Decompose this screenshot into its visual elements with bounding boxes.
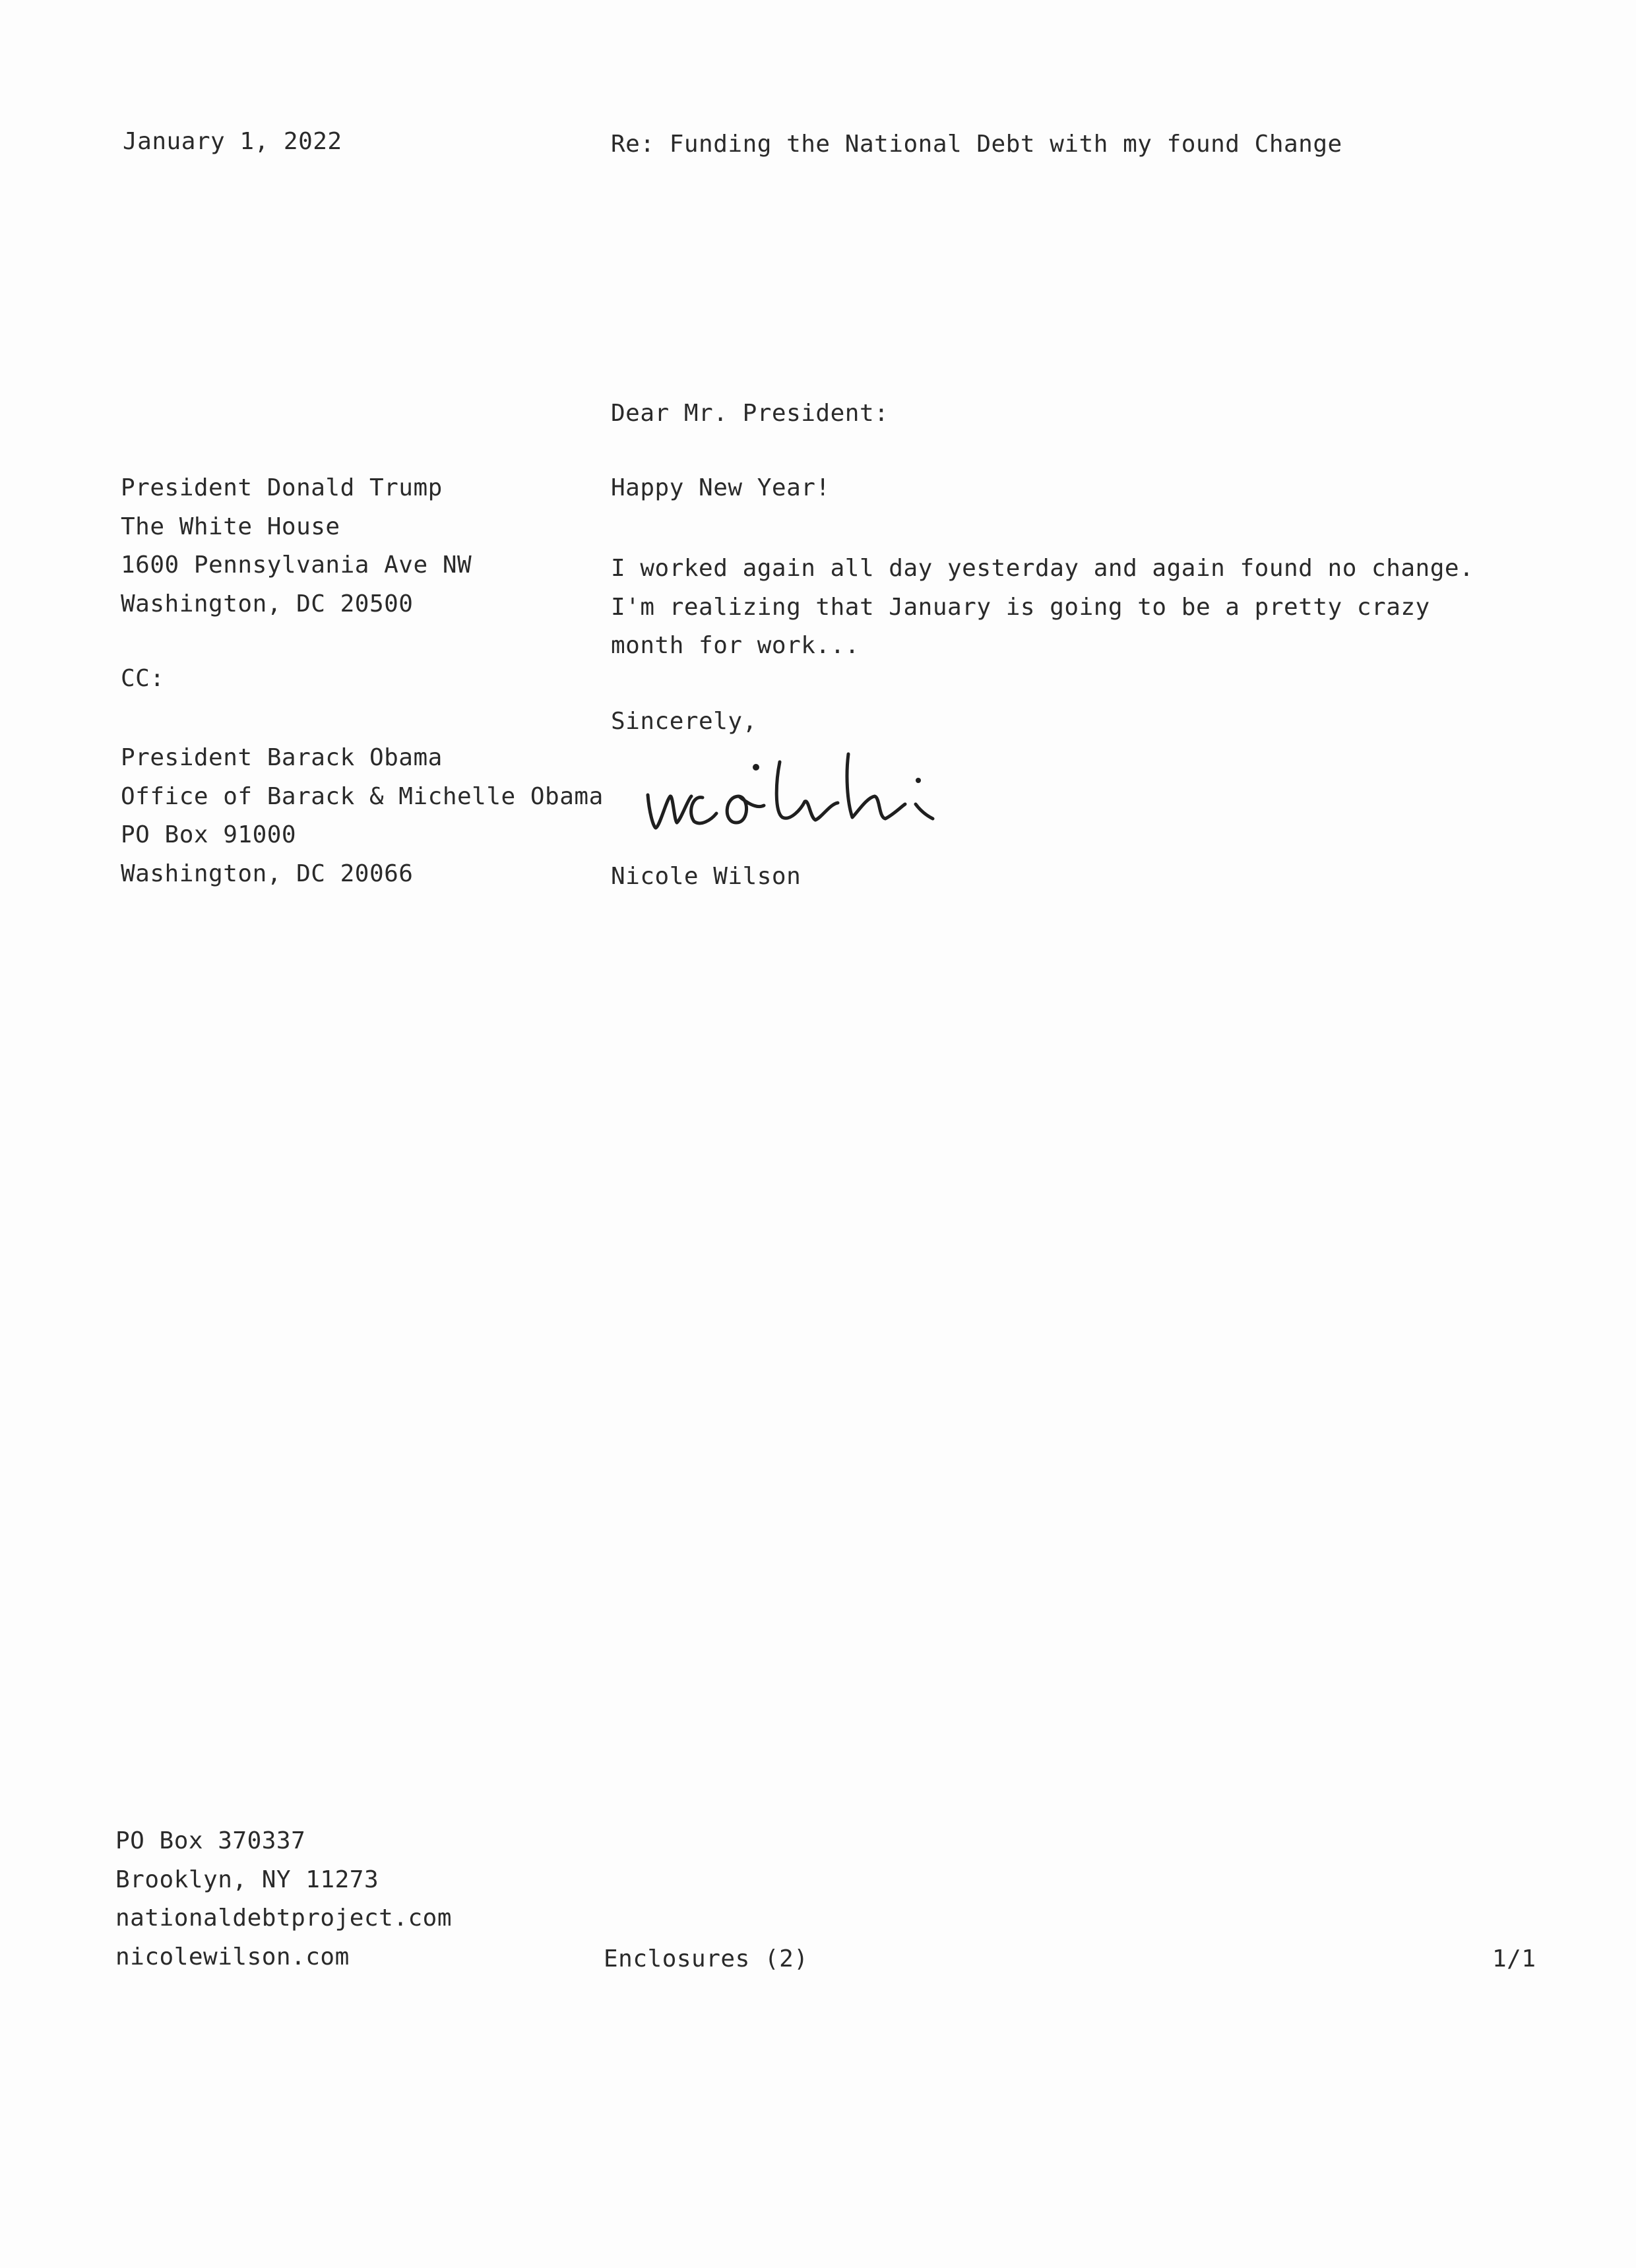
recipient-address (121, 469, 472, 623)
body-paragraph: I worked again all day yesterday and again found no change. I'm realizing that January is going to be a pretty crazy month for work... (611, 555, 1474, 659)
recipient-line: Washington, DC 20500 (121, 590, 414, 617)
letter-date: January 1, 2022 (123, 128, 342, 155)
cc-recipient-line: President Barack Obama (121, 744, 443, 771)
sender-line: Brooklyn, NY 11273 (115, 1866, 379, 1893)
salutation: Dear Mr. President: (611, 400, 889, 427)
cc-recipient-line: Office of Barack & Michelle Obama (121, 782, 604, 810)
cc-recipient-address (121, 739, 604, 893)
recipient-line: 1600 Pennsylvania Ave NW (121, 551, 472, 579)
sender-address (115, 1822, 452, 1976)
cc-recipient-line: PO Box 91000 (121, 821, 297, 848)
sender-website-link[interactable]: nationaldebtproject.com (115, 1905, 452, 1932)
sender-website-link[interactable]: nicolewilson.com (115, 1943, 350, 1970)
handwritten-signature (640, 749, 957, 841)
body-greeting: Happy New Year! (611, 474, 831, 501)
recipient-line: The White House (121, 513, 340, 540)
cc-label: CC: (121, 665, 165, 692)
page-number: 1/1 (1492, 1945, 1536, 1972)
signer-name: Nicole Wilson (611, 863, 802, 890)
enclosures-note: Enclosures (2) (604, 1945, 809, 1972)
closing: Sincerely, (611, 708, 757, 735)
cc-recipient-line: Washington, DC 20066 (121, 860, 414, 887)
recipient-line: President Donald Trump (121, 474, 443, 501)
letter-subject: Re: Funding the National Debt with my found Change (611, 131, 1342, 158)
sender-line: PO Box 370337 (115, 1827, 306, 1854)
